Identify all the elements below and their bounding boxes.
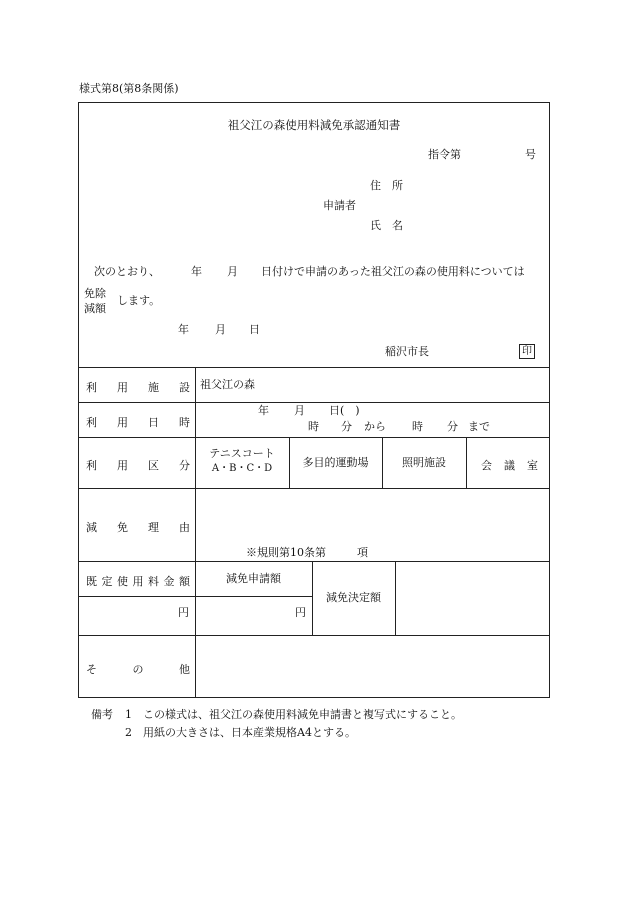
date-day: 日: [249, 323, 260, 336]
rule-fees: [79, 635, 549, 636]
dt-until: まで: [468, 420, 490, 433]
note-1: この様式は、祖父江の森使用料減免申請書と複写式にすること。: [143, 708, 462, 721]
rule-category: [79, 488, 549, 489]
category-multipurpose: 多目的運動場: [302, 456, 369, 469]
fees-yen-default: 円: [178, 606, 189, 619]
category-divider-3: [466, 437, 467, 488]
dt-minute-from: 分: [341, 420, 352, 433]
rule-facility: [79, 402, 549, 403]
note-1-number: 1: [125, 708, 132, 721]
body-closing: します。: [117, 294, 161, 307]
label-fees: 既 定 使 用 料 金 額: [86, 575, 190, 588]
dt-from: から: [364, 420, 386, 433]
dt-year: 年: [258, 404, 269, 417]
applicant-label: 申請者: [323, 199, 356, 212]
category-meeting-room: 会 議 室: [481, 459, 538, 472]
category-courts: A・B・C・D: [211, 463, 273, 474]
dt-month: 月: [294, 404, 305, 417]
dt-hour-to: 時: [412, 420, 423, 433]
dt-hour-from: 時: [308, 420, 319, 433]
form-title: 祖父江の森使用料減免承認通知書: [227, 118, 401, 132]
date-year: 年: [178, 323, 189, 336]
label-category: 利 用 区 分: [86, 459, 190, 472]
label-facility: 利 用 施 設: [86, 381, 190, 394]
address-label: 住 所: [370, 179, 403, 192]
option-exempt: 免除: [84, 287, 106, 300]
notice-form: [78, 102, 550, 698]
rule-datetime: [79, 437, 549, 438]
notes-heading: 備考: [91, 708, 113, 721]
fees-divider-2: [395, 561, 396, 635]
label-datetime: 利 用 日 時: [86, 416, 190, 429]
date-month: 月: [215, 323, 226, 336]
label-other: そ の 他: [86, 663, 190, 676]
reason-item: 項: [357, 546, 368, 559]
rule-header: [79, 367, 549, 368]
seal-mark: 印: [519, 344, 535, 359]
category-lighting: 照明施設: [402, 456, 446, 469]
directive-suffix: 号: [525, 148, 536, 161]
note-2: 用紙の大きさは、日本産業規格A4とする。: [143, 726, 356, 739]
body-text-start: 次のとおり、: [94, 265, 160, 278]
label-divider: [195, 367, 196, 698]
name-label: 氏 名: [370, 219, 403, 232]
reason-rule: ※規則第10条第: [246, 546, 326, 559]
option-reduce: 減額: [84, 302, 106, 315]
dt-day: 日( ): [329, 404, 360, 417]
label-reason: 減 免 理 由: [86, 521, 190, 534]
fees-decision-label: 減免決定額: [326, 591, 381, 604]
dt-minute-to: 分: [447, 420, 458, 433]
category-tennis: テニスコート: [209, 447, 275, 460]
facility-value: 祖父江の森: [200, 378, 255, 391]
form-number: 様式第8(第8条関係): [79, 82, 179, 95]
fees-request-label: 減免申請額: [226, 572, 281, 585]
body-date-text: 日付けで申請のあった祖父江の森の使用料については: [261, 265, 525, 278]
mayor-title: 稲沢市長: [385, 345, 429, 358]
directive-prefix: 指令第: [428, 148, 461, 161]
rule-reason: [79, 561, 549, 562]
fees-yen-request: 円: [295, 606, 306, 619]
note-2-number: 2: [125, 726, 132, 739]
body-year: 年: [191, 265, 202, 278]
body-month: 月: [227, 265, 238, 278]
